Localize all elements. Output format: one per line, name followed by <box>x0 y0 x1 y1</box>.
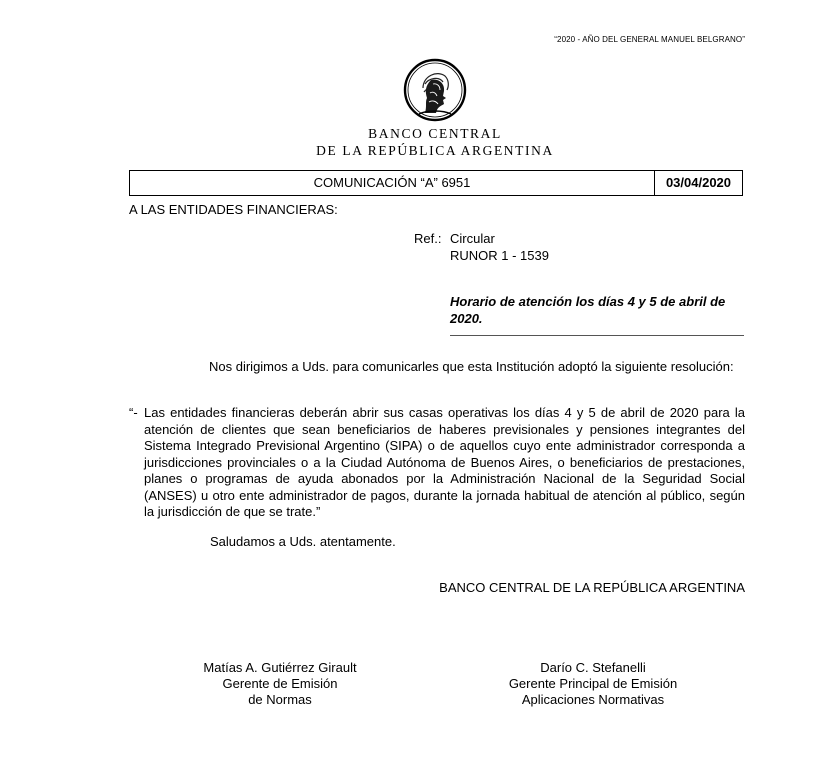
header-motto: “2020 - AÑO DEL GENERAL MANUEL BELGRANO” <box>554 35 745 44</box>
reference-label: Ref.: <box>414 231 442 246</box>
reference-line1: Circular <box>450 231 495 246</box>
reference-line2: RUNOR 1 - 1539 <box>450 248 549 263</box>
signature-title: Gerente Principal de Emisión <box>508 676 678 691</box>
signature-title: Gerente de Emisión <box>222 676 338 691</box>
bcra-seal-icon <box>403 58 467 122</box>
intro-paragraph: Nos dirigimos a Uds. para comunicarles que esta Institución adoptó la siguiente resolución: <box>209 359 734 374</box>
greeting: Saludamos a Uds. atentamente. <box>210 534 396 549</box>
bank-name-line1: BANCO CENTRAL <box>368 126 502 141</box>
signature-name: Darío C. Stefanelli <box>540 660 646 675</box>
closing-bank-name: BANCO CENTRAL DE LA REPÚBLICA ARGENTINA <box>439 580 745 595</box>
communication-box <box>129 170 743 196</box>
signature-name: Matías A. Gutiérrez Girault <box>203 660 357 675</box>
subject: Horario de atención los días 4 y 5 de abril de 2020. <box>450 294 726 326</box>
communication-title: COMUNICACIÓN “A” 6951 <box>130 171 655 195</box>
bank-name-line2: DE LA REPÚBLICA ARGENTINA <box>316 143 554 158</box>
resolution-quote: Las entidades financieras deberán abrir sus casas operativas los días 4 y 5 de abril de 2020 para la atención de clientes que sean beneficiarios de haberes previsionales y pensiones integrantes del Sistema Integrado Previsional Argentino (SIPA) o de aquellos cuyo ente administrador corresponda a jurisdicciones provinciales o a la Ciudad Autónoma de Buenos Aires, o beneficiarios de prestaciones, planes o programas de ayuda abonados por la Administración Nacional de la Seguridad Social (ANSES) u otro ente administrador de pagos, durante la jornada habitual de atención al público, según la jurisdicción de que se trate.” <box>144 405 745 519</box>
communication-date: 03/04/2020 <box>665 175 732 190</box>
quote-dash: “- <box>129 405 138 420</box>
signature-left <box>170 660 390 708</box>
signature-right <box>480 660 706 708</box>
signature-title: Aplicaciones Normativas <box>521 692 665 707</box>
subject-divider <box>450 335 744 336</box>
signature-title: de Normas <box>248 692 312 707</box>
addressee: A LAS ENTIDADES FINANCIERAS: <box>129 202 338 217</box>
